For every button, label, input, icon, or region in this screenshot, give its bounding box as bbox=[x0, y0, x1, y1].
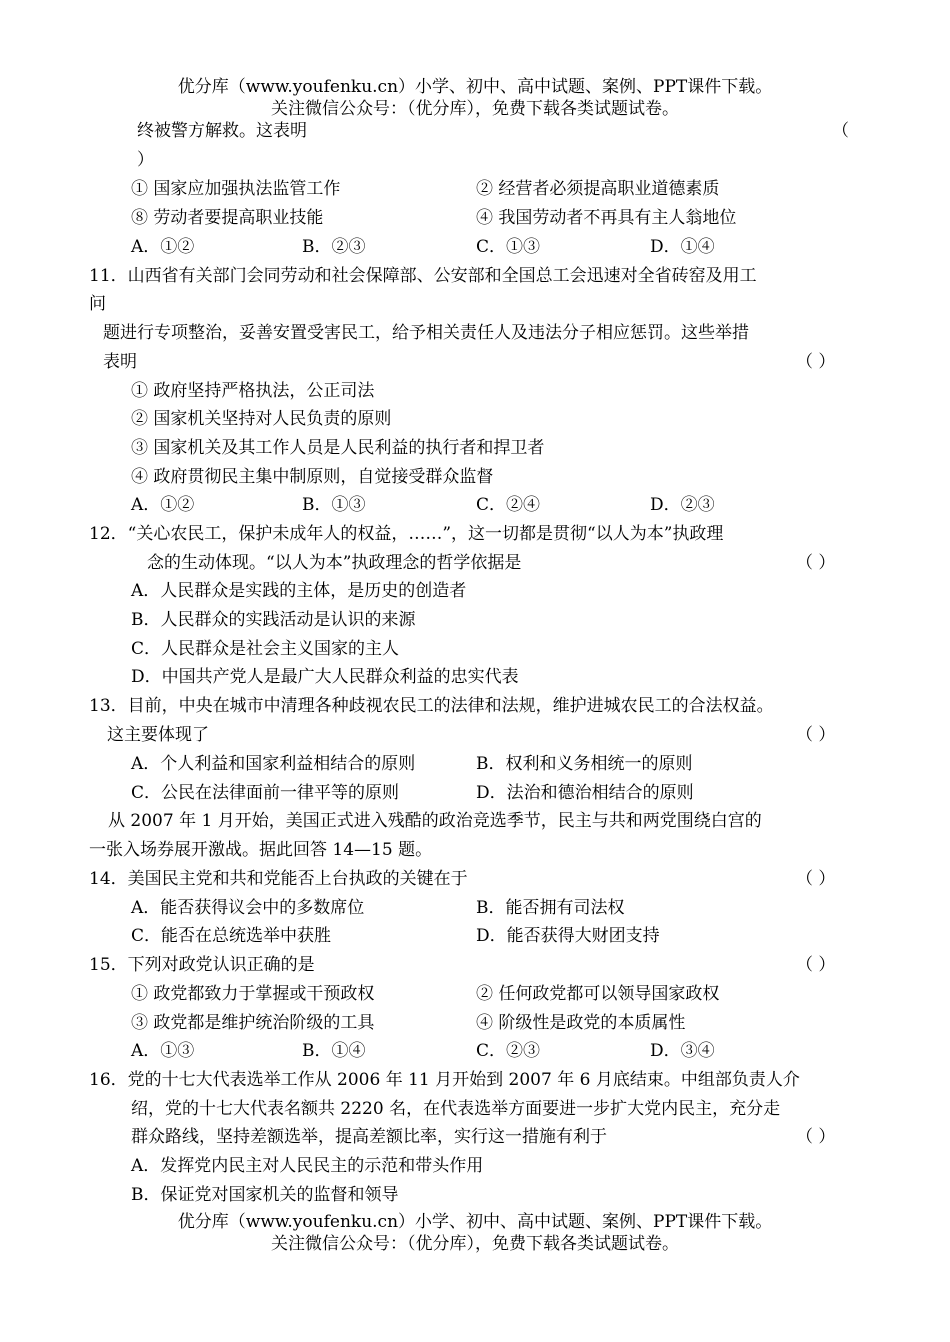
q12-choice-a: A．人民群众是实践的主体，是历史的创造者 bbox=[131, 581, 467, 601]
q16-line-1: 16．党的十七大代表选举工作从 2006 年 11 月开始到 2007 年 6 月底结束。中组部负责人介 bbox=[89, 1070, 800, 1090]
q10-option-1: ① 国家应加强执法监管工作 bbox=[131, 179, 341, 199]
header-line-2: 关注微信公众号：（优分库），免费下载各类试题试卷。 bbox=[271, 99, 679, 119]
q15-answer-paren: （ ） bbox=[796, 955, 836, 975]
q15-choice-d: D．③④ bbox=[650, 1041, 715, 1061]
q10-choice-b: B．②③ bbox=[302, 237, 366, 257]
q16-answer-paren: （ ） bbox=[796, 1127, 836, 1147]
q16-choice-a: A．发挥党内民主对人民民主的示范和带头作用 bbox=[131, 1156, 484, 1176]
q10-option-2: ② 经营者必须提高职业道德素质 bbox=[476, 179, 720, 199]
q13-choice-d: D．法治和德治相结合的原则 bbox=[476, 783, 694, 803]
q15-choice-b: B．①④ bbox=[302, 1041, 366, 1061]
q12-choice-b: B．人民群众的实践活动是认识的来源 bbox=[131, 610, 416, 630]
intro-line-1: 从 2007 年 1 月开始，美国正式进入残酷的政治竞选季节，民主与共和两党围绕白宫的 bbox=[108, 811, 762, 831]
header-line-1: 优分库（www.youfenku.cn）小学、初中、高中试题、案例、PPT课件下载。 bbox=[177, 77, 773, 97]
intro-line-2: 一张入场券展开激战。据此回答 14—15 题。 bbox=[89, 840, 433, 860]
q11-choice-b: B．①③ bbox=[302, 495, 366, 515]
q10-stem: 终被警方解救。这表明 bbox=[137, 121, 307, 141]
q10-option-4: ④ 我国劳动者不再具有主人翁地位 bbox=[476, 208, 737, 228]
q12-answer-paren: （ ） bbox=[796, 553, 836, 573]
q10-paren-close: ） bbox=[137, 150, 154, 170]
q12-line-1: 12．“关心农民工，保护未成年人的权益，……”，这一切都是贯彻“以人为本”执政理 bbox=[89, 524, 724, 544]
q12-choice-c: C．人民群众是社会主义国家的主人 bbox=[131, 639, 400, 659]
q11-option-4: ④ 政府贯彻民主集中制原则，自觉接受群众监督 bbox=[131, 467, 494, 487]
q16-line-2: 绍，党的十七大代表名额共 2220 名，在代表选举方面要进一步扩大党内民主，充分走 bbox=[131, 1099, 781, 1119]
q15-option-2: ② 任何政党都可以领导国家政权 bbox=[476, 984, 720, 1004]
q12-choice-d: D．中国共产党人是最广大人民群众利益的忠实代表 bbox=[131, 667, 519, 687]
q15-option-3: ③ 政党都是维护统治阶级的工具 bbox=[131, 1013, 375, 1033]
q13-line-1: 13．目前，中央在城市中清理各种歧视农民工的法律和法规，维护进城农民工的合法权益。 bbox=[89, 696, 774, 716]
q14-choice-d: D．能否获得大财团支持 bbox=[476, 926, 660, 946]
q13-choice-c: C．公民在法律面前一律平等的原则 bbox=[131, 783, 400, 803]
q11-answer-paren: （ ） bbox=[796, 352, 836, 372]
q15-choice-a: A．①③ bbox=[131, 1041, 195, 1061]
q12-line-2: 念的生动体现。“以人为本”执政理念的哲学依据是 bbox=[147, 553, 522, 573]
q11-option-3: ③ 国家机关及其工作人员是人民利益的执行者和捍卫者 bbox=[131, 438, 545, 458]
q10-option-3: ⑧ 劳动者要提高职业技能 bbox=[131, 208, 324, 228]
q16-choice-b: B．保证党对国家机关的监督和领导 bbox=[131, 1185, 399, 1205]
q15-choice-c: C．②③ bbox=[476, 1041, 541, 1061]
q11-option-2: ② 国家机关坚持对人民负责的原则 bbox=[131, 409, 392, 429]
q11-line-1: 11．山西省有关部门会同劳动和社会保障部、公安部和全国总工会迅速对全省砖窑及用工 bbox=[89, 266, 757, 286]
q14-choice-b: B．能否拥有司法权 bbox=[476, 898, 625, 918]
q11-line-2: 问 bbox=[89, 294, 106, 314]
q15-stem: 15．下列对政党认识正确的是 bbox=[89, 955, 315, 975]
q13-answer-paren: （ ） bbox=[796, 725, 836, 745]
footer-line-2: 关注微信公众号：（优分库），免费下载各类试题试卷。 bbox=[271, 1234, 679, 1254]
q11-line-3: 题进行专项整治，妥善安置受害民工，给予相关责任人及违法分子相应惩罚。这些举措 bbox=[103, 323, 749, 343]
q11-choice-c: C．②④ bbox=[476, 495, 541, 515]
q10-paren-open: （ bbox=[832, 121, 849, 141]
q11-line-4: 表明 bbox=[103, 352, 137, 372]
q11-option-1: ① 政府坚持严格执法，公正司法 bbox=[131, 381, 375, 401]
q10-choice-d: D．①④ bbox=[650, 237, 715, 257]
q14-stem: 14．美国民主党和共和党能否上台执政的关键在于 bbox=[89, 869, 468, 889]
q13-line-2: 这主要体现了 bbox=[107, 725, 209, 745]
q11-choice-d: D．②③ bbox=[650, 495, 715, 515]
q13-choice-b: B．权利和义务相统一的原则 bbox=[476, 754, 693, 774]
q14-choice-a: A．能否获得议会中的多数席位 bbox=[131, 898, 365, 918]
q15-option-1: ① 政党都致力于掌握或干预政权 bbox=[131, 984, 375, 1004]
q16-line-3: 群众路线，坚持差额选举，提高差额比率，实行这一措施有利于 bbox=[131, 1127, 607, 1147]
q14-choice-c: C．能否在总统选举中获胜 bbox=[131, 926, 332, 946]
q10-choice-c: C．①③ bbox=[476, 237, 541, 257]
q11-choice-a: A．①② bbox=[131, 495, 195, 515]
q14-answer-paren: （ ） bbox=[796, 869, 836, 889]
q10-choice-a: A．①② bbox=[131, 237, 195, 257]
q15-option-4: ④ 阶级性是政党的本质属性 bbox=[476, 1013, 686, 1033]
footer-line-1: 优分库（www.youfenku.cn）小学、初中、高中试题、案例、PPT课件下载。 bbox=[177, 1212, 773, 1232]
q13-choice-a: A．个人利益和国家利益相结合的原则 bbox=[131, 754, 416, 774]
